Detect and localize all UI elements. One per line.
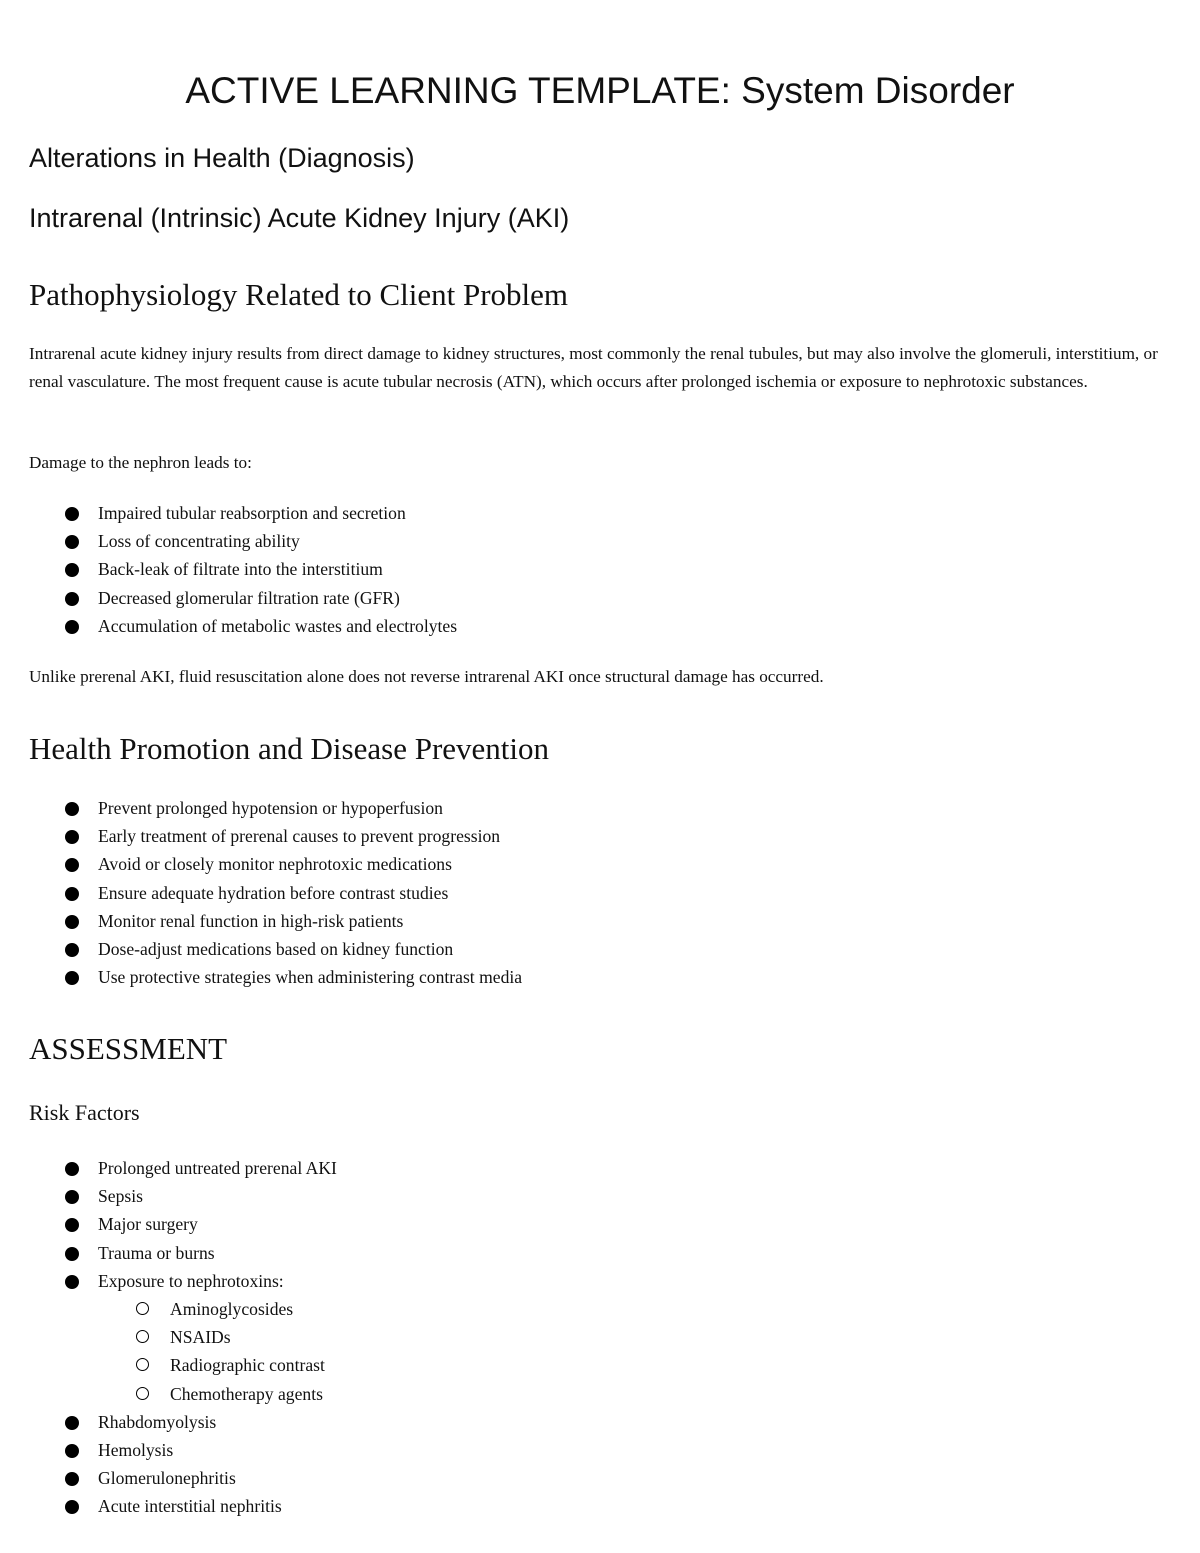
sub-list-item-text: NSAIDs	[170, 1327, 231, 1348]
pathophysiology-intro: Intrarenal acute kidney injury results from direct damage to kidney structures, most commonly the renal tubules, but may also involve the glomeruli, interstitium, or renal vasculature. The most frequent cause is acute tubular necrosis (ATN), which occurs after prolonged ischemia or exposure to nephrotoxic substances.	[29, 344, 1158, 391]
list-item-text: Avoid or closely monitor nephrotoxic medications	[98, 854, 452, 875]
bullet-icon	[65, 1190, 79, 1204]
sub-list-item	[98, 1295, 337, 1323]
list-item	[0, 963, 522, 991]
list-item	[0, 1492, 337, 1520]
bullet-icon	[65, 1472, 79, 1486]
health-promotion-heading: Health Promotion and Disease Prevention	[29, 731, 550, 766]
list-item	[0, 612, 457, 640]
pathophysiology-heading: Pathophysiology Related to Client Problem	[29, 277, 569, 312]
bullet-icon	[65, 915, 79, 929]
list-item-text: Sepsis	[98, 1186, 143, 1207]
list-item-text: Back-leak of filtrate into the interstitium	[98, 559, 383, 580]
list-item	[0, 822, 522, 850]
list-item-text: Dose-adjust medications based on kidney function	[98, 939, 454, 960]
bullet-icon	[65, 592, 79, 606]
pathophysiology-lead-in: Damage to the nephron leads to:	[29, 453, 252, 472]
sub-list-item-text: Aminoglycosides	[170, 1299, 294, 1320]
list-item-text: Monitor renal function in high-risk patients	[98, 910, 404, 931]
list-item-text: Hemolysis	[98, 1440, 174, 1461]
bullet-icon	[65, 858, 79, 872]
sub-list-item	[98, 1323, 337, 1351]
list-item-text: Prevent prolonged hypotension or hypoperfusion	[98, 798, 443, 818]
list-item-text: Prolonged untreated prerenal AKI	[98, 1158, 337, 1178]
sub-list-item	[98, 1351, 337, 1379]
bullet-icon	[65, 563, 79, 577]
health-promotion-list	[0, 794, 522, 991]
list-item-text: Decreased glomerular filtration rate (GFR)	[98, 587, 400, 608]
list-item-text: Glomerulonephritis	[98, 1468, 236, 1489]
list-item-text: Impaired tubular reabsorption and secretion	[98, 503, 406, 523]
bullet-icon	[65, 1416, 79, 1430]
list-item-text: Use protective strategies when administering contrast media	[98, 967, 523, 988]
bullet-icon	[65, 971, 79, 985]
list-item	[0, 527, 457, 555]
bullet-icon	[65, 1162, 79, 1176]
list-item	[0, 794, 522, 822]
nephrotoxins-sublist	[98, 1295, 337, 1408]
sub-list-item-text: Chemotherapy agents	[170, 1383, 323, 1404]
list-item	[0, 1154, 337, 1182]
list-item	[0, 1210, 337, 1238]
list-item	[0, 850, 522, 878]
list-item	[0, 1239, 337, 1267]
diagnosis-heading: Intrarenal (Intrinsic) Acute Kidney Injury (AKI)	[29, 203, 570, 233]
list-item-text: Early treatment of prerenal causes to prevent progression	[98, 826, 501, 847]
list-item-text: Ensure adequate hydration before contrast studies	[98, 882, 449, 903]
risk-factors-heading: Risk Factors	[29, 1100, 140, 1125]
hollow-bullet-icon	[136, 1358, 149, 1371]
list-item	[0, 584, 457, 612]
sub-list-item-text: Radiographic contrast	[170, 1355, 325, 1376]
list-item	[0, 879, 522, 907]
bullet-icon	[65, 887, 79, 901]
bullet-icon	[65, 535, 79, 549]
bullet-icon	[65, 620, 79, 634]
page-title: ACTIVE LEARNING TEMPLATE: System Disorder	[185, 70, 1015, 111]
bullet-icon	[65, 507, 79, 521]
list-item	[0, 907, 522, 935]
risk-factors-list	[0, 1154, 337, 1521]
sub-list-item	[98, 1380, 337, 1408]
bullet-icon	[65, 1275, 79, 1289]
list-item	[0, 1267, 337, 1408]
hollow-bullet-icon	[136, 1302, 149, 1315]
bullet-icon	[65, 1444, 79, 1458]
bullet-icon	[65, 830, 79, 844]
list-item	[0, 1408, 337, 1436]
list-item	[0, 935, 522, 963]
bullet-icon	[65, 802, 79, 816]
list-item	[0, 1182, 337, 1210]
list-item-text: Acute interstitial nephritis	[98, 1496, 282, 1517]
list-item	[0, 1436, 337, 1464]
hollow-bullet-icon	[136, 1387, 149, 1400]
pathophysiology-note: Unlike prerenal AKI, fluid resuscitation alone does not reverse intrarenal AKI once structural damage has occurred.	[29, 667, 824, 686]
list-item-text: Rhabdomyolysis	[98, 1411, 217, 1432]
alterations-heading: Alterations in Health (Diagnosis)	[29, 143, 415, 173]
list-item-text: Loss of concentrating ability	[98, 531, 300, 552]
list-item-text: Trauma or burns	[98, 1242, 215, 1263]
list-item	[0, 555, 457, 583]
list-item-text: Exposure to nephrotoxins:	[98, 1270, 284, 1291]
list-item-text: Accumulation of metabolic wastes and electrolytes	[98, 615, 458, 636]
list-item	[0, 499, 457, 527]
bullet-icon	[65, 1218, 79, 1232]
nephron-effects-list	[0, 499, 457, 640]
list-item	[0, 1464, 337, 1492]
bullet-icon	[65, 1500, 79, 1514]
list-item-text: Major surgery	[98, 1214, 198, 1235]
hollow-bullet-icon	[136, 1330, 149, 1343]
bullet-icon	[65, 1247, 79, 1261]
bullet-icon	[65, 943, 79, 957]
assessment-heading: ASSESSMENT	[29, 1031, 228, 1066]
